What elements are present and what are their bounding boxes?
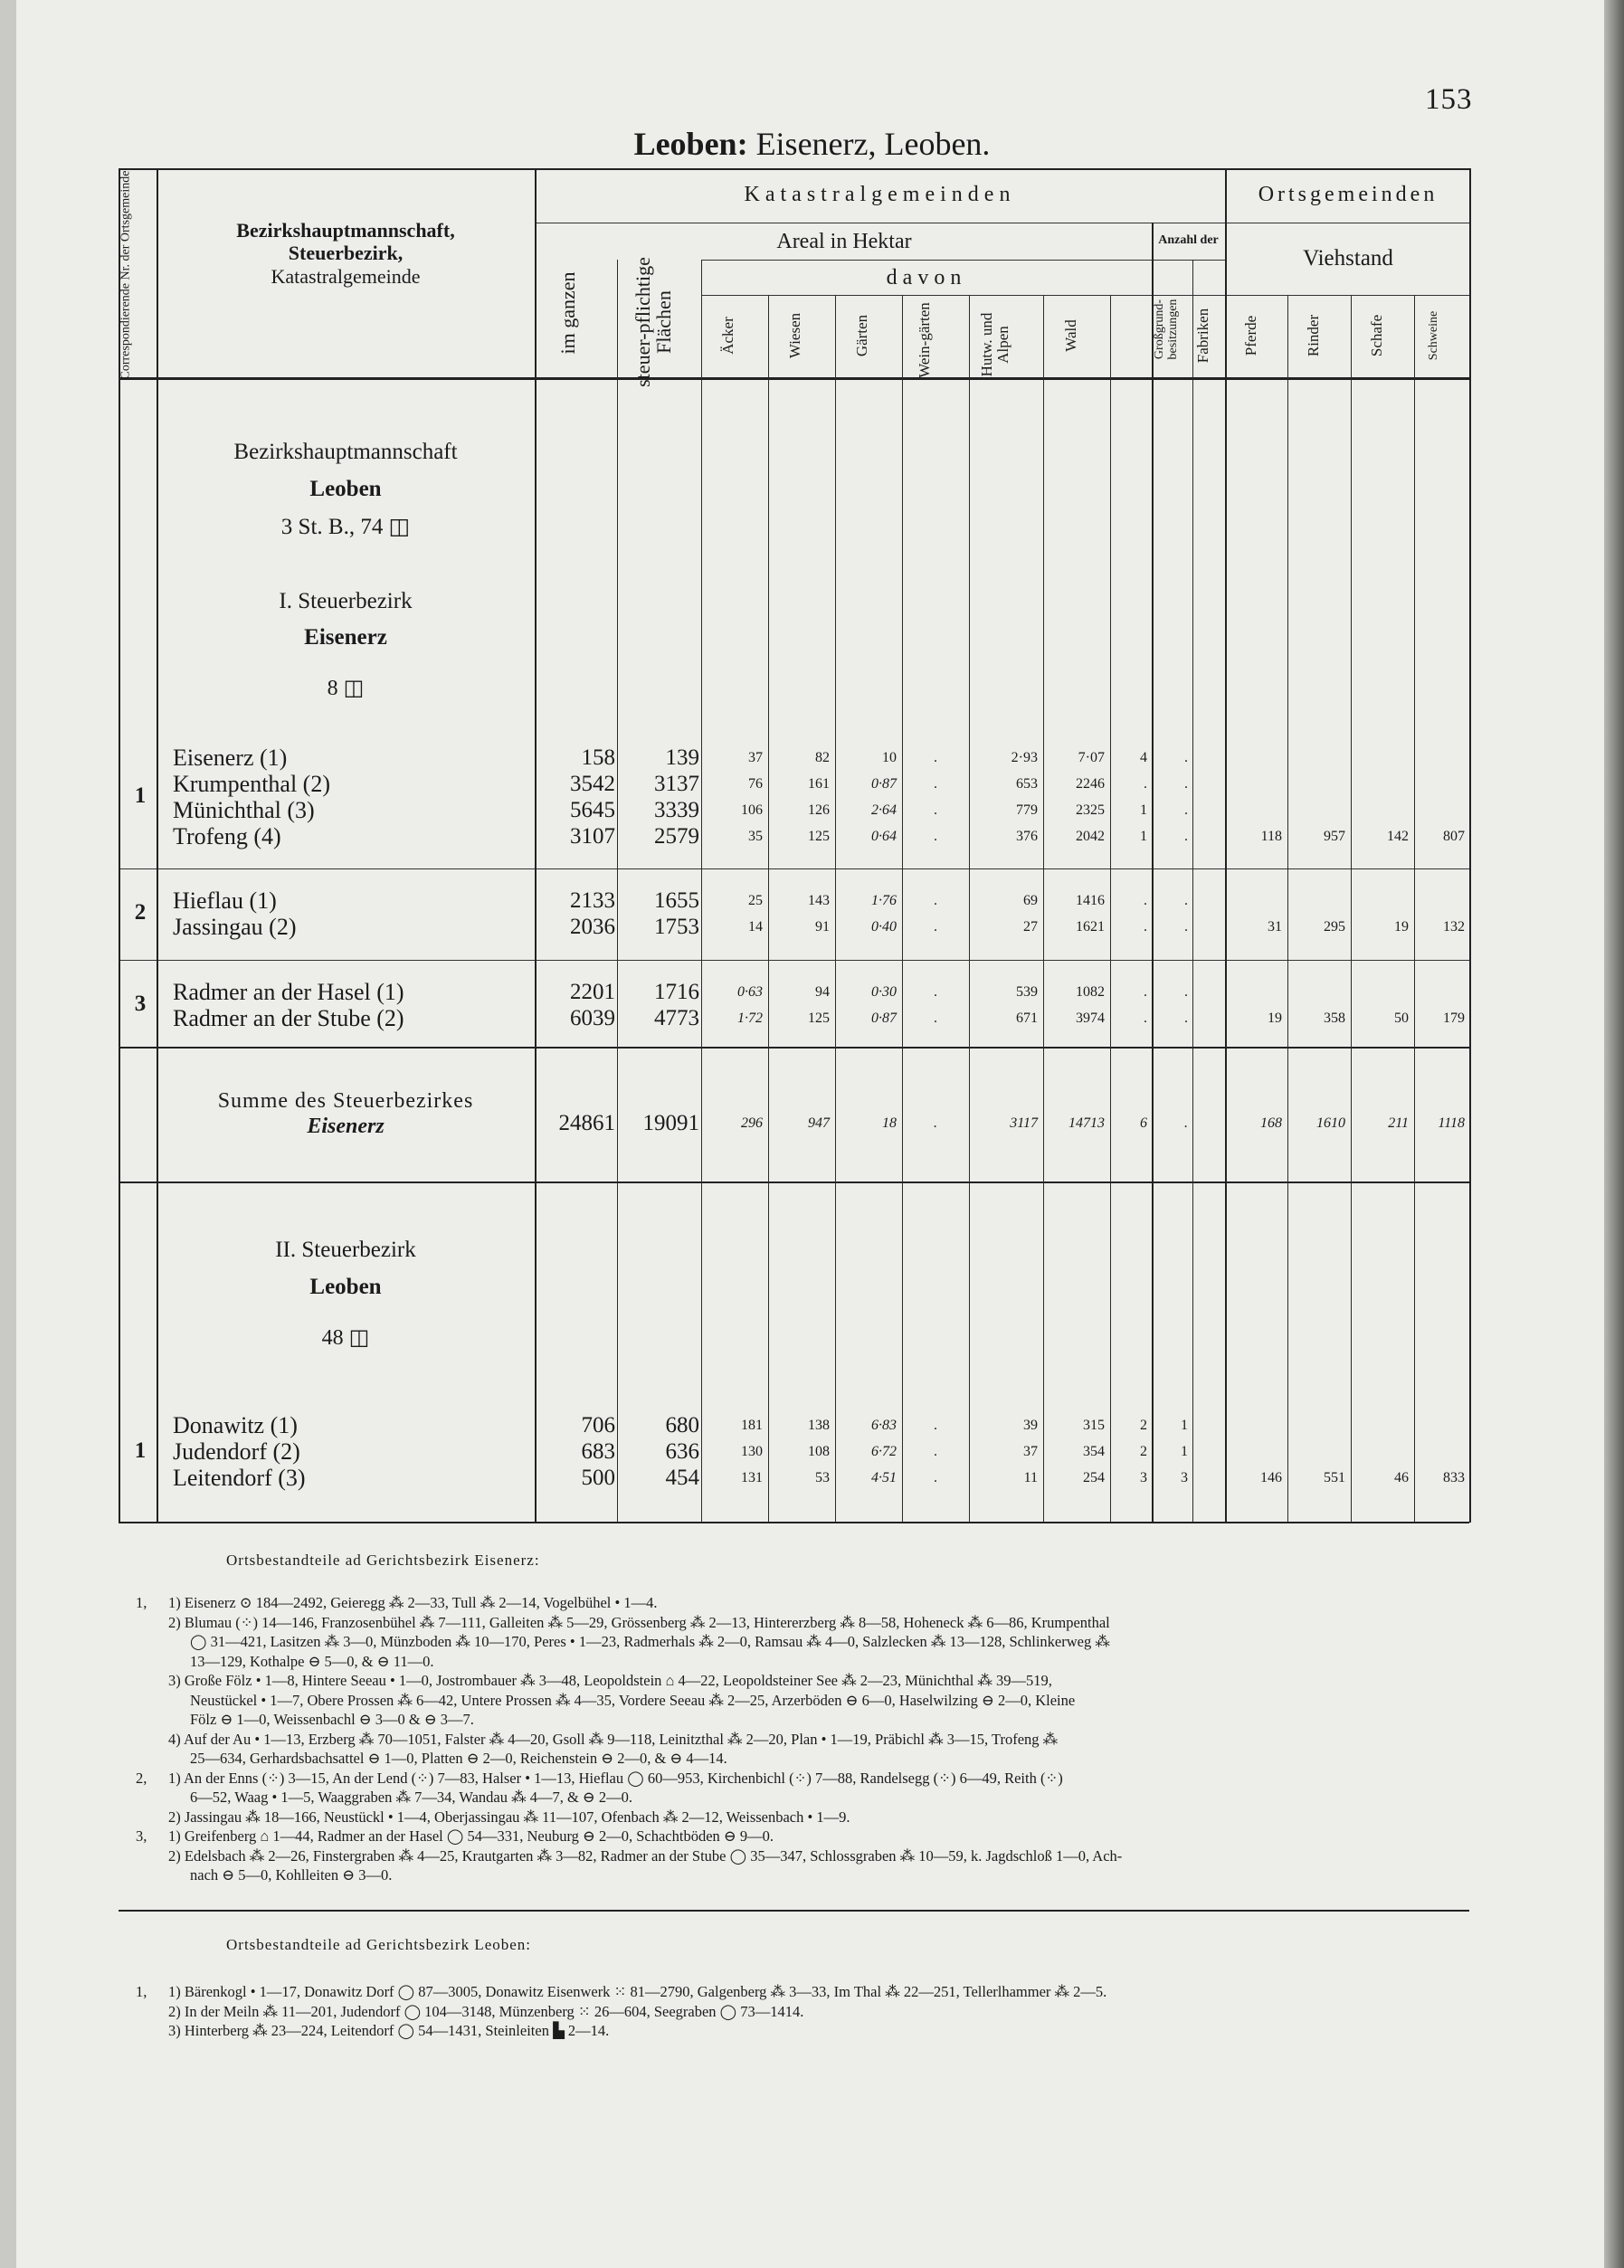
header-col-gross: Großgrund-besitzungen: [1153, 299, 1180, 360]
cell-wald: 1621: [1076, 919, 1105, 935]
rule-bottom: [119, 1522, 1469, 1523]
header-col-wald: Wald: [1062, 319, 1079, 352]
sb1-info: 8 ◫: [327, 677, 365, 700]
cell-aecker: 25: [748, 893, 763, 908]
sum-cell-ganzen: 24861: [558, 1111, 615, 1135]
header-col-wein: Wein-gärten: [916, 302, 933, 378]
header-davon: davon: [886, 266, 967, 289]
header-col-ganzen: im ganzen: [556, 271, 579, 355]
cell-steuer: 454: [665, 1466, 699, 1490]
group-number: 2: [134, 900, 147, 925]
cell-fabr: .: [1184, 829, 1188, 844]
cell-gaerten: 0·87: [871, 776, 897, 792]
cell-gross: 1: [1140, 802, 1147, 818]
cell-steuer: 1753: [654, 915, 699, 939]
note-line: [136, 1672, 1052, 1689]
sum-cell-hutw: 3117: [1010, 1115, 1038, 1131]
cell-fabr: 1: [1181, 1418, 1188, 1433]
cell-wald: 3974: [1076, 1011, 1105, 1026]
title-bold: Leoben:: [633, 126, 748, 162]
note-line: [136, 1827, 774, 1845]
cell-hutw: 27: [1023, 919, 1038, 935]
cell-ganzen: 2036: [570, 915, 615, 939]
cell-wiesen: 82: [815, 750, 830, 765]
cell-rinder: 551: [1324, 1470, 1345, 1485]
cell-aecker: 76: [748, 776, 763, 792]
sum-cell-wald: 14713: [1068, 1115, 1105, 1131]
cell-fabr: 1: [1181, 1444, 1188, 1459]
cell-gross: 2: [1140, 1444, 1147, 1459]
note-line: [136, 2022, 609, 2039]
header-anzahl: Anzahl der: [1158, 233, 1219, 247]
header-col-pferde: Pferde: [1242, 315, 1259, 356]
header-col-rinder: Rinder: [1305, 314, 1322, 357]
note-text: 2) Jassingau ⁂ 18—166, Neustückl • 1—4, Oberjassingau ⁂ 11—107, Ofenbach ⁂ 2—12, Weissenbach • 1—9.: [168, 1808, 850, 1826]
note-line: [136, 1614, 1110, 1631]
note-line: [136, 1692, 1075, 1709]
sum-cell-pferde: 168: [1260, 1115, 1282, 1131]
note-line: [136, 1983, 1106, 2000]
cell-wiesen: 125: [808, 829, 830, 844]
cell-aecker: 181: [741, 1418, 763, 1433]
cell-gaerten: 1·76: [871, 893, 897, 908]
note-text: 3) Große Fölz • 1—8, Hintere Seeau • 1—0, Jostrombauer ⁂ 3—48, Leopoldstein ⌂ 4—22, Leopoldsteiner See ⁂ 2—23, Münichthal ⁂ 39—519,: [168, 1672, 1052, 1689]
cell-wiesen: 161: [808, 776, 830, 792]
group-number: 1: [134, 1438, 147, 1463]
note-text: 2) In der Meiln ⁂ 11—201, Judendorf ◯ 104—3148, Münzenberg ⁙ 26—604, Seegraben ◯ 73—1414.: [168, 2002, 804, 2020]
note-text: 2) Edelsbach ⁂ 2—26, Finstergraben ⁂ 4—25, Krautgarten ⁂ 3—82, Radmer an der Stube ◯ 35—347, Schlossgraben ⁂ 10—59, k. Jagdschloß 1—0, Ach-: [168, 1846, 1123, 1865]
cell-gross: .: [1144, 984, 1147, 1000]
header-col-fabr: Fabriken: [1194, 308, 1211, 364]
cell-wald: 2325: [1076, 802, 1105, 818]
cell-gross: 1: [1140, 829, 1147, 844]
sum-cell-wiesen: 947: [808, 1115, 830, 1131]
cell-steuer: 1655: [654, 888, 699, 913]
header-col-steuer: steuer-pflichtige Flächen: [632, 257, 676, 387]
cell-fabr: .: [1184, 919, 1188, 935]
cell-wiesen: 125: [808, 1011, 830, 1026]
bh-info: 3 St. B., 74 ◫: [280, 515, 411, 539]
rule-h4: [701, 295, 1225, 296]
katastralgemeinde-name: Eisenerz (1): [173, 745, 288, 771]
note-text: Fölz ⊖ 1—0, Weissenbachl ⊖ 3—0 & ⊖ 3—7.: [190, 1711, 474, 1728]
sb1-label: I. Steuerbezirk: [279, 589, 413, 613]
page-number: 153: [1425, 83, 1473, 116]
sb2-info: 48 ◫: [321, 1326, 370, 1350]
header-nr: Correspondierende Nr. der Ortsgemeinde: [119, 170, 133, 380]
cell-schafe: 19: [1394, 919, 1409, 935]
bh-name: Leoben: [309, 477, 382, 501]
cell-fabr: .: [1184, 984, 1188, 1000]
note-line: [136, 1847, 1122, 1865]
note-text: 3) Hinterberg ⁂ 23—224, Leitendorf ◯ 54—1431, Steinleiten ▙ 2—14.: [168, 2022, 610, 2039]
cell-aecker: 106: [741, 802, 763, 818]
note-text: 1) Greifenberg ⌂ 1—44, Radmer an der Hasel ◯ 54—331, Neuburg ⊖ 2—0, Schachtböden ⊖ 9—0.: [168, 1827, 774, 1845]
notes-eisenerz-title: Ortsbestandteile ad Gerichtsbezirk Eisenerz:: [226, 1552, 540, 1569]
rule-sum: [119, 1181, 1469, 1183]
cell-aecker: 37: [748, 750, 763, 765]
cell-gaerten: 6·72: [871, 1444, 897, 1459]
cell-fabr: .: [1184, 776, 1188, 792]
cell-wald: 1416: [1076, 893, 1105, 908]
cell-wald: 354: [1083, 1444, 1105, 1459]
cell-wald: 254: [1083, 1470, 1105, 1485]
katastralgemeinde-name: Radmer an der Stube (2): [173, 1005, 404, 1031]
cell-wiesen: 91: [815, 919, 830, 935]
cell-fabr: .: [1184, 1011, 1188, 1026]
header-viehstand: Viehstand: [1303, 246, 1393, 270]
cell-wiesen: 94: [815, 984, 830, 1000]
sum-cell-steuer: 19091: [642, 1111, 699, 1135]
cell-aecker: 0·63: [737, 984, 763, 1000]
cell-gaerten: 2·64: [871, 802, 897, 818]
rule-group3: [119, 1047, 1469, 1049]
note-number: 3,: [136, 1827, 147, 1845]
rule-notes: [119, 1910, 1469, 1912]
note-number: 2,: [136, 1769, 147, 1787]
cell-steuer: 1716: [654, 980, 699, 1004]
cell-ganzen: 2201: [570, 980, 615, 1004]
sb1-name: Eisenerz: [304, 625, 387, 650]
cell-wiesen: 138: [808, 1418, 830, 1433]
vline-12: [1192, 260, 1193, 1523]
vline-1: [157, 168, 158, 1523]
cell-aecker: 1·72: [737, 1011, 763, 1026]
cell-pferde: 31: [1268, 919, 1282, 935]
header-bezirk-3: Katastralgemeinde: [271, 264, 421, 288]
cell-hutw: 779: [1016, 802, 1038, 818]
cell-wein: .: [934, 750, 937, 765]
cell-pferde: 146: [1260, 1470, 1282, 1485]
cell-fabr: 3: [1181, 1470, 1188, 1485]
cell-fabr: .: [1184, 893, 1188, 908]
cell-aecker: 131: [741, 1470, 763, 1485]
cell-ganzen: 2133: [570, 888, 615, 913]
sum-label: Summe des Steuerbezirkes: [217, 1089, 474, 1113]
sum-cell-fabr: .: [1184, 1115, 1188, 1131]
cell-gross: .: [1144, 919, 1147, 935]
header-bezirk-2: Steuerbezirk,: [288, 242, 404, 265]
note-line: [136, 1633, 1110, 1650]
cell-rinder: 358: [1324, 1011, 1345, 1026]
cell-ganzen: 158: [581, 745, 615, 770]
vline-17: [1469, 168, 1471, 1523]
group-number: 1: [134, 783, 147, 808]
scan-left-edge: [0, 0, 16, 2268]
vline-15: [1351, 295, 1352, 1523]
cell-ganzen: 3542: [570, 772, 615, 796]
note-text: 2) Blumau (⁘) 14—146, Franzosenbühel ⁂ 7—111, Galleiten ⁂ 5—29, Grössenberg ⁂ 2—13, Hintererzberg ⁂ 8—58, Hoheneck ⁂ 6—86, Krumpenthal: [168, 1613, 1110, 1631]
note-text: ◯ 31—421, Lasitzen ⁂ 3—0, Münzboden ⁂ 10—170, Peres • 1—23, Radmerhals ⁂ 2—0, Ramsau ⁂ 4—0, Salzlecken ⁂ 13—128, Schlinkerweg ⁂: [190, 1633, 1110, 1650]
header-col-wiesen: Wiesen: [786, 312, 803, 359]
cell-wein: .: [934, 829, 937, 844]
cell-ganzen: 6039: [570, 1006, 615, 1030]
header-orts: Ortsgemeinden: [1258, 183, 1439, 206]
cell-hutw: 37: [1023, 1444, 1038, 1459]
header-areal: Areal in Hektar: [776, 230, 912, 253]
cell-ganzen: 706: [581, 1413, 615, 1438]
title-rest: Eisenerz, Leoben.: [755, 126, 991, 162]
cell-hutw: 671: [1016, 1011, 1038, 1026]
cell-gaerten: 4·51: [871, 1470, 897, 1485]
rule-top: [119, 168, 1469, 170]
cell-wein: .: [934, 1444, 937, 1459]
cell-gross: .: [1144, 776, 1147, 792]
cell-wein: .: [934, 984, 937, 1000]
cell-wein: .: [934, 1418, 937, 1433]
cell-gaerten: 0·30: [871, 984, 897, 1000]
notes-leoben-title: Ortsbestandteile ad Gerichtsbezirk Leoben:: [226, 1936, 532, 1953]
cell-steuer: 4773: [654, 1006, 699, 1030]
note-line: [136, 1594, 658, 1611]
cell-aecker: 130: [741, 1444, 763, 1459]
cell-schweine: 833: [1443, 1470, 1465, 1485]
header-col-schweine: Schweine: [1427, 310, 1440, 361]
note-line: [136, 2003, 803, 2020]
header-katastral: Katastralgemeinden: [744, 183, 1016, 206]
cell-wein: .: [934, 1470, 937, 1485]
cell-wald: 7·07: [1078, 750, 1105, 765]
cell-gaerten: 0·64: [871, 829, 897, 844]
note-text: 1) Bärenkogl • 1—17, Donawitz Dorf ◯ 87—3005, Donawitz Eisenwerk ⁙ 81—2790, Galgenberg ⁂ 3—33, Im Thal ⁂ 22—251, Tellerlhammer ⁂ 2—5.: [168, 1983, 1107, 2000]
rule-group1: [119, 868, 1469, 869]
cell-gross: .: [1144, 893, 1147, 908]
cell-pferde: 19: [1268, 1011, 1282, 1026]
rule-h2: [701, 260, 1225, 261]
vline-16: [1414, 295, 1415, 1523]
cell-hutw: 2·93: [1011, 750, 1038, 765]
cell-wein: .: [934, 919, 937, 935]
cell-wald: 2246: [1076, 776, 1105, 792]
note-line: [136, 1731, 1058, 1748]
cell-wiesen: 143: [808, 893, 830, 908]
cell-gross: 3: [1140, 1470, 1147, 1485]
katastralgemeinde-name: Trofeng (4): [173, 823, 281, 849]
cell-wein: .: [934, 1011, 937, 1026]
note-text: 13—129, Kothalpe ⊖ 5—0, & ⊖ 11—0.: [190, 1652, 434, 1670]
sum-cell-gaerten: 18: [882, 1115, 897, 1131]
cell-steuer: 636: [665, 1439, 699, 1464]
note-text: 1) Eisenerz ⊙ 184—2492, Geieregg ⁂ 2—33, Tull ⁂ 2—14, Vogelbühel • 1—4.: [168, 1594, 658, 1611]
cell-steuer: 2579: [654, 824, 699, 849]
cell-gaerten: 0·40: [871, 919, 897, 935]
cell-hutw: 539: [1016, 984, 1038, 1000]
note-text: 6—52, Waag • 1—5, Waaggraben ⁂ 7—34, Wandau ⁂ 4—7, & ⊖ 2—0.: [190, 1789, 633, 1806]
cell-schafe: 50: [1394, 1011, 1409, 1026]
katastralgemeinde-name: Hieflau (1): [173, 887, 277, 914]
cell-hutw: 69: [1023, 893, 1038, 908]
note-text: 4) Auf der Au • 1—13, Erzberg ⁂ 70—1051, Falster ⁂ 4—20, Gsoll ⁂ 9—118, Leinitzthal ⁂ 2—20, Plan • 1—19, Präbichl ⁂ 3—15, Trofeng ⁂: [168, 1730, 1059, 1748]
page-title: [0, 125, 1624, 163]
cell-steuer: 3339: [654, 798, 699, 822]
cell-gaerten: 6·83: [871, 1418, 897, 1433]
header-bezirk: [158, 219, 533, 288]
cell-wald: 1082: [1076, 984, 1105, 1000]
cell-hutw: 376: [1016, 829, 1038, 844]
sum-cell-wein: .: [934, 1115, 937, 1131]
cell-aecker: 14: [748, 919, 763, 935]
note-text: nach ⊖ 5—0, Kohlleiten ⊖ 3—0.: [190, 1866, 393, 1884]
cell-gross: 4: [1140, 750, 1147, 765]
note-text: 1) An der Enns (⁘) 3—15, An der Lend (⁘) 7—83, Halser • 1—13, Hieflau ◯ 60—953, Kirchenbichl (⁘) 7—88, Randelsegg (⁘) 6—49, Reith (⁘): [168, 1769, 1063, 1787]
note-line: [136, 1653, 433, 1670]
note-text: 25—634, Gerhardsbachsattel ⊖ 1—0, Platten ⊖ 2—0, Reichenstein ⊖ 2—0, & ⊖ 4—14.: [190, 1750, 727, 1767]
cell-gaerten: 10: [882, 750, 897, 765]
note-line: [136, 1770, 1063, 1787]
note-text: Neustückel • 1—7, Obere Prossen ⁂ 6—42, Untere Prossen ⁂ 4—35, Vordere Seeau ⁂ 2—25, Arzerböden ⊖ 6—0, Haselwilzing ⊖ 2—0, Kleine: [190, 1691, 1076, 1709]
katastralgemeinde-name: Donawitz (1): [173, 1412, 298, 1438]
header-col-hutw: Hutw. und Alpen: [978, 312, 1011, 377]
sb2-name: Leoben: [309, 1275, 382, 1299]
scan-right-edge: [1604, 0, 1624, 2268]
cell-gross: 2: [1140, 1418, 1147, 1433]
cell-steuer: 680: [665, 1413, 699, 1438]
cell-schweine: 807: [1443, 829, 1465, 844]
cell-rinder: 295: [1324, 919, 1345, 935]
cell-rinder: 957: [1324, 829, 1345, 844]
cell-hutw: 653: [1016, 776, 1038, 792]
cell-schafe: 46: [1394, 1470, 1409, 1485]
katastralgemeinde-name: Krumpenthal (2): [173, 771, 331, 797]
header-col-aecker: Äcker: [719, 317, 736, 355]
cell-schweine: 132: [1443, 919, 1465, 935]
group-number: 3: [134, 992, 147, 1016]
rule-group2: [119, 960, 1469, 961]
note-line: [136, 1789, 632, 1806]
cell-wald: 2042: [1076, 829, 1105, 844]
sb2-label: II. Steuerbezirk: [275, 1238, 416, 1262]
cell-ganzen: 683: [581, 1439, 615, 1464]
katastralgemeinde-name: Radmer an der Hasel (1): [173, 979, 404, 1005]
note-line: [136, 1711, 474, 1728]
header-col-gaerten: Gärten: [853, 314, 870, 357]
cell-hutw: 39: [1023, 1418, 1038, 1433]
cell-wein: .: [934, 802, 937, 818]
cell-wein: .: [934, 893, 937, 908]
cell-aecker: 35: [748, 829, 763, 844]
katastralgemeinde-name: Jassingau (2): [173, 914, 297, 940]
cell-ganzen: 5645: [570, 798, 615, 822]
cell-wald: 315: [1083, 1418, 1105, 1433]
vline-11: [1152, 223, 1154, 1523]
cell-gaerten: 0·87: [871, 1011, 897, 1026]
katastralgemeinde-name: Leitendorf (3): [173, 1465, 306, 1491]
note-number: 1,: [136, 1594, 147, 1611]
sum-cell-gross: 6: [1140, 1115, 1147, 1131]
cell-hutw: 11: [1023, 1470, 1038, 1485]
cell-wein: .: [934, 776, 937, 792]
cell-wiesen: 53: [815, 1470, 830, 1485]
cell-wiesen: 126: [808, 802, 830, 818]
cell-gross: .: [1144, 1011, 1147, 1026]
vline-14: [1287, 295, 1288, 1523]
cell-schafe: 142: [1387, 829, 1409, 844]
note-line: [136, 1866, 392, 1884]
cell-steuer: 139: [665, 745, 699, 770]
statistics-table: [119, 168, 1469, 1525]
sum-cell-schweine: 1118: [1438, 1115, 1465, 1131]
note-line: [136, 1750, 727, 1767]
katastralgemeinde-name: Münichthal (3): [173, 797, 315, 823]
sum-cell-schafe: 211: [1388, 1115, 1409, 1131]
cell-steuer: 3137: [654, 772, 699, 796]
cell-wiesen: 108: [808, 1444, 830, 1459]
cell-pferde: 118: [1260, 829, 1282, 844]
sum-name: Eisenerz: [307, 1115, 385, 1138]
sum-cell-aecker: 296: [741, 1115, 763, 1131]
cell-ganzen: 3107: [570, 824, 615, 849]
cell-fabr: .: [1184, 750, 1188, 765]
cell-fabr: .: [1184, 802, 1188, 818]
bh-label: Bezirkshauptmannschaft: [233, 440, 458, 464]
katastralgemeinde-name: Judendorf (2): [173, 1438, 300, 1465]
sum-cell-rinder: 1610: [1316, 1115, 1345, 1131]
note-number: 1,: [136, 1983, 147, 2000]
header-col-schafe: Schafe: [1368, 314, 1385, 357]
note-line: [136, 1808, 850, 1826]
cell-ganzen: 500: [581, 1466, 615, 1490]
header-bezirk-1: Bezirkshauptmannschaft,: [236, 219, 455, 242]
cell-schweine: 179: [1443, 1011, 1465, 1026]
